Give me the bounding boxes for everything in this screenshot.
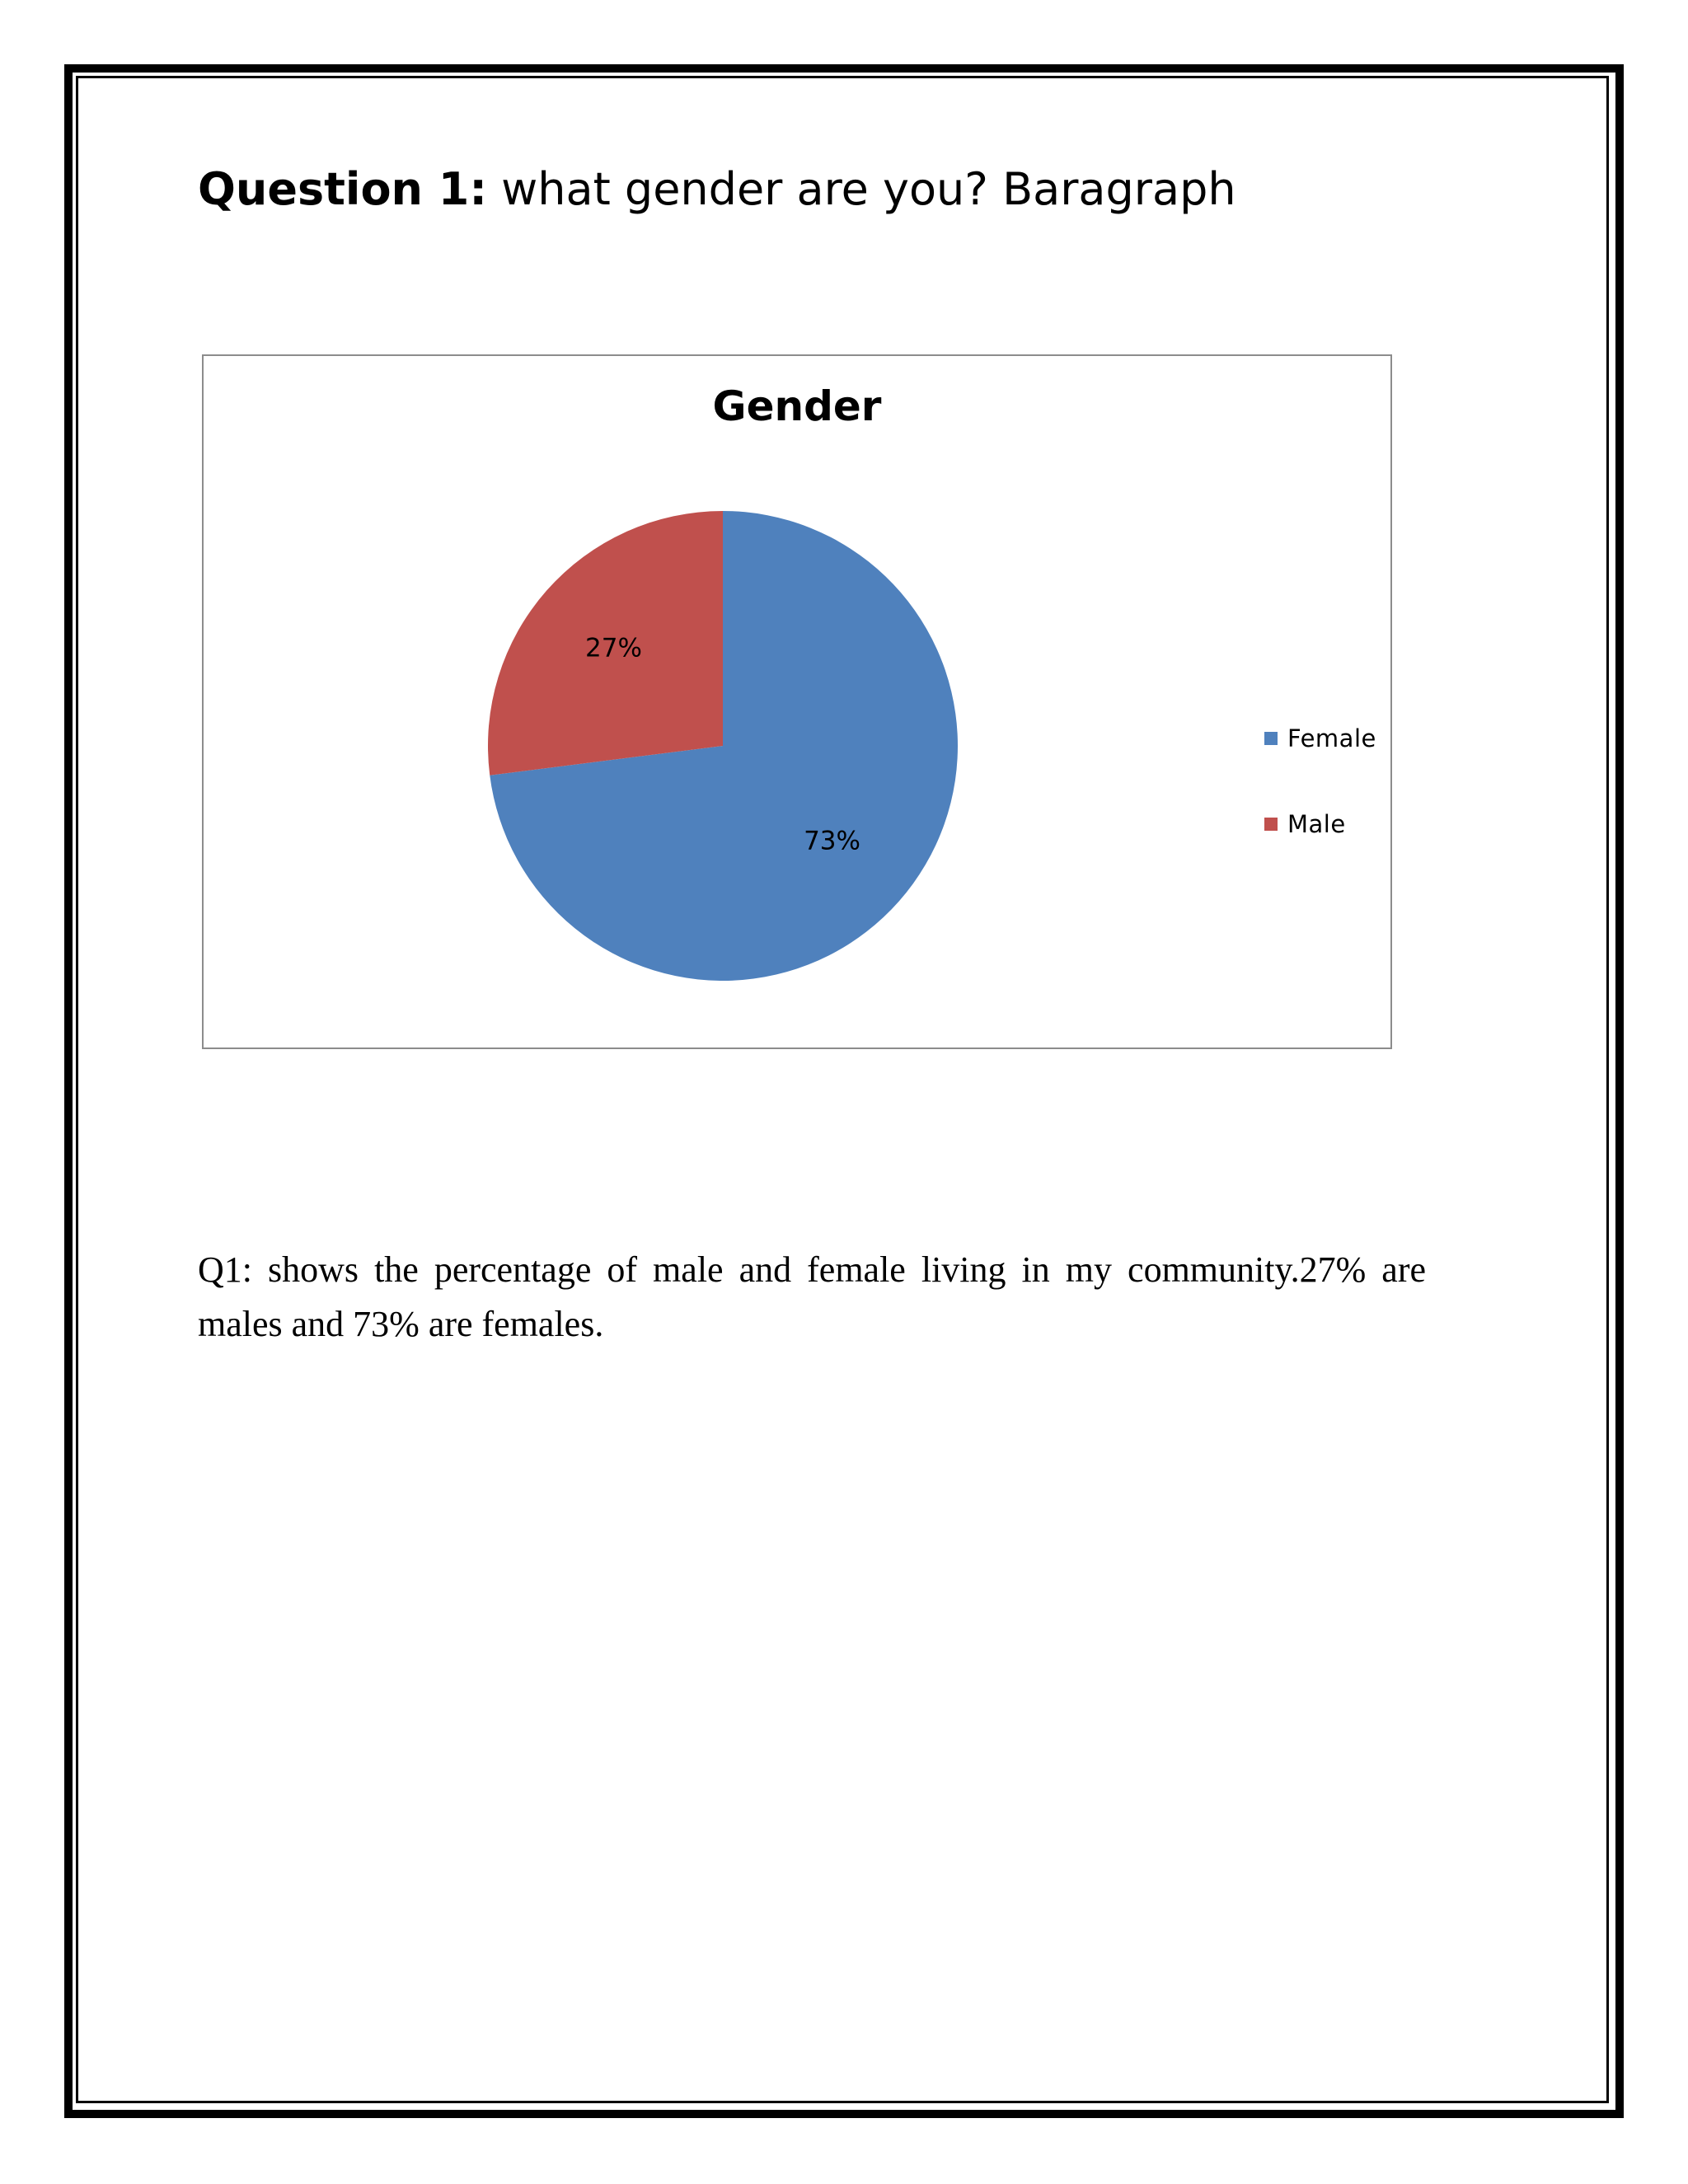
legend-swatch-male [1264, 818, 1278, 831]
legend-label-male: Male [1287, 810, 1346, 838]
question-heading [198, 165, 1236, 213]
chart-legend [1264, 722, 1376, 841]
legend-item-female [1264, 722, 1376, 755]
question-number: Question 1: [198, 163, 487, 215]
data-label-female: 73% [804, 826, 860, 856]
pie-chart-plot [204, 356, 1390, 1047]
legend-item-male [1264, 808, 1376, 841]
chart-title: Gender [712, 382, 882, 430]
chart-description: Q1: shows the percentage of male and female living in my community.27% are males and 73% are females. [198, 1249, 1426, 1344]
pie-chart [202, 354, 1392, 1049]
legend-label-female: Female [1287, 724, 1376, 752]
legend-swatch-female [1264, 732, 1278, 745]
question-text: what gender are you? Baragraph [486, 163, 1236, 215]
data-label-male: 27% [585, 633, 642, 663]
